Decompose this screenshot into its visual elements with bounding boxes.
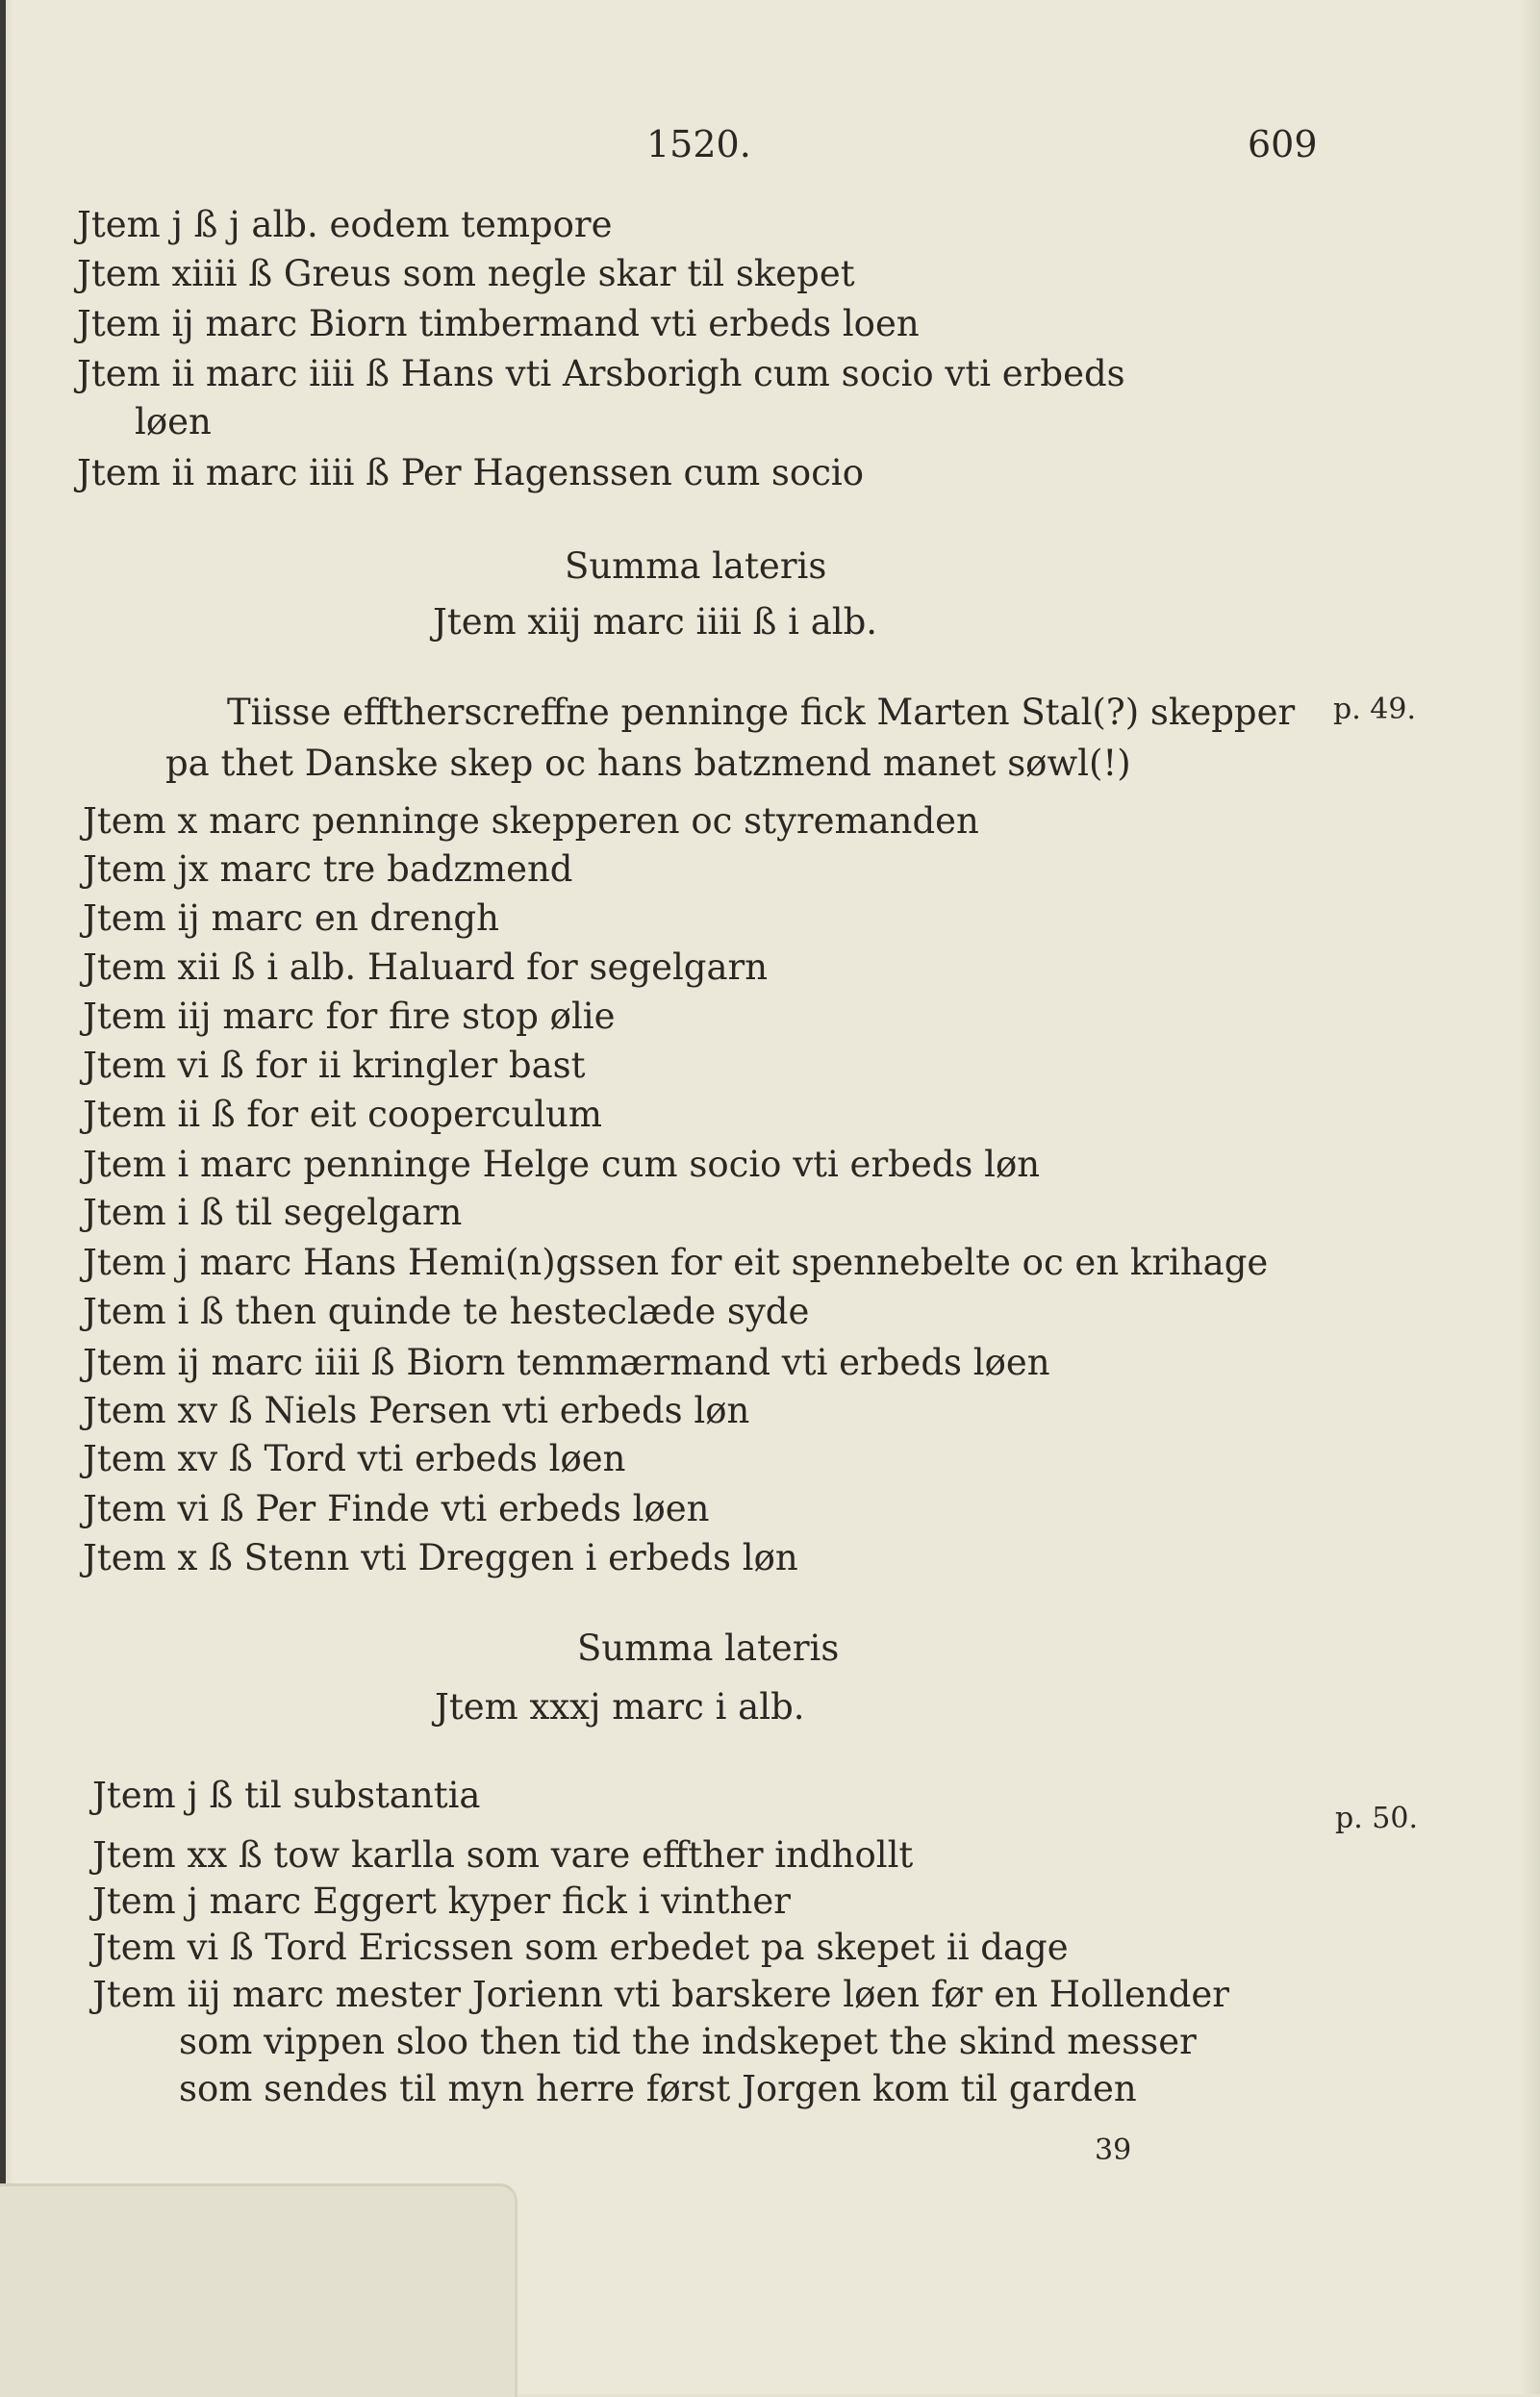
entry-line: Jtem x ß Stenn vti Dreggen i erbeds løn bbox=[83, 1537, 798, 1578]
entry-line: Jtem xii ß i alb. Haluard for segelgarn bbox=[83, 946, 769, 988]
book-binding-edge bbox=[0, 0, 6, 2394]
summa-value: Jtem xxxj marc i alb. bbox=[435, 1686, 805, 1728]
entry-line: Jtem j marc Eggert kyper fick i vinther bbox=[92, 1880, 791, 1922]
header-page-number: 609 bbox=[1248, 123, 1318, 165]
entry-line: Jtem i ß then quinde te hesteclæde syde bbox=[83, 1291, 810, 1332]
entry-line: Jtem jx marc tre badzmend bbox=[83, 848, 573, 890]
intro-line-1: Tiisse efftherscreffne penninge fick Marten Stal(?) skepper bbox=[227, 692, 1296, 733]
entry-line: Jtem ii marc iiii ß Per Hagenssen cum socio bbox=[77, 452, 865, 493]
folded-page-corner bbox=[0, 2183, 518, 2397]
entry-line: Jtem ii marc iiii ß Hans vti Arsborigh cum socio vti erbeds bbox=[77, 353, 1125, 394]
entry-line: Jtem xx ß tow karlla som vare effther indhollt bbox=[92, 1834, 914, 1876]
entry-line: Jtem xiiii ß Greus som negle skar til skepet bbox=[77, 253, 855, 294]
summa-label: Summa lateris bbox=[565, 545, 827, 587]
entry-line: Jtem i ß til segelgarn bbox=[83, 1192, 463, 1233]
margin-reference: p. 49. bbox=[1333, 693, 1416, 726]
entry-line: Jtem j marc Hans Hemi(n)gssen for eit spennebelte oc en krihage bbox=[83, 1242, 1269, 1283]
entry-line: Jtem j ß j alb. eodem tempore bbox=[77, 204, 613, 245]
entry-line: Jtem i marc penninge Helge cum socio vti erbeds løn bbox=[83, 1144, 1041, 1185]
entry-line-continuation: løen bbox=[135, 401, 212, 442]
entry-line: Jtem vi ß for ii kringler bast bbox=[83, 1045, 586, 1086]
signature-mark: 39 bbox=[1095, 2133, 1132, 2167]
summa-value: Jtem xiij marc iiii ß i alb. bbox=[433, 601, 878, 643]
entry-line: Jtem j ß til substantia bbox=[92, 1775, 481, 1816]
margin-reference: p. 50. bbox=[1335, 1802, 1418, 1835]
entry-line-continuation: som vippen sloo then tid the indskepet the skind messer bbox=[179, 2021, 1197, 2062]
header-year: 1520. bbox=[646, 123, 751, 165]
entry-line: Jtem xv ß Niels Persen vti erbeds løn bbox=[83, 1390, 750, 1431]
entry-line: Jtem ij marc en drengh bbox=[83, 897, 499, 939]
entry-line: Jtem ij marc Biorn timbermand vti erbeds loen bbox=[77, 303, 920, 344]
entry-line: Jtem iij marc mester Jorienn vti barskere løen før en Hollender bbox=[92, 1974, 1229, 2015]
entry-line-continuation: som sendes til myn herre først Jorgen kom til garden bbox=[179, 2068, 1137, 2109]
summa-label: Summa lateris bbox=[577, 1627, 840, 1669]
entry-line: Jtem x marc penninge skepperen oc styremanden bbox=[83, 800, 979, 842]
intro-line-2: pa thet Danske skep oc hans batzmend manet søwl(!) bbox=[165, 743, 1131, 784]
entry-line: Jtem ii ß for eit cooperculum bbox=[83, 1094, 602, 1135]
entry-line: Jtem iij marc for fire stop ølie bbox=[83, 996, 616, 1037]
entry-line: Jtem vi ß Tord Ericssen som erbedet pa skepet ii dage bbox=[92, 1927, 1069, 1968]
entry-line: Jtem xv ß Tord vti erbeds løen bbox=[83, 1438, 626, 1479]
entry-line: Jtem ij marc iiii ß Biorn temmærmand vti erbeds løen bbox=[83, 1342, 1050, 1383]
entry-line: Jtem vi ß Per Finde vti erbeds løen bbox=[83, 1488, 710, 1529]
